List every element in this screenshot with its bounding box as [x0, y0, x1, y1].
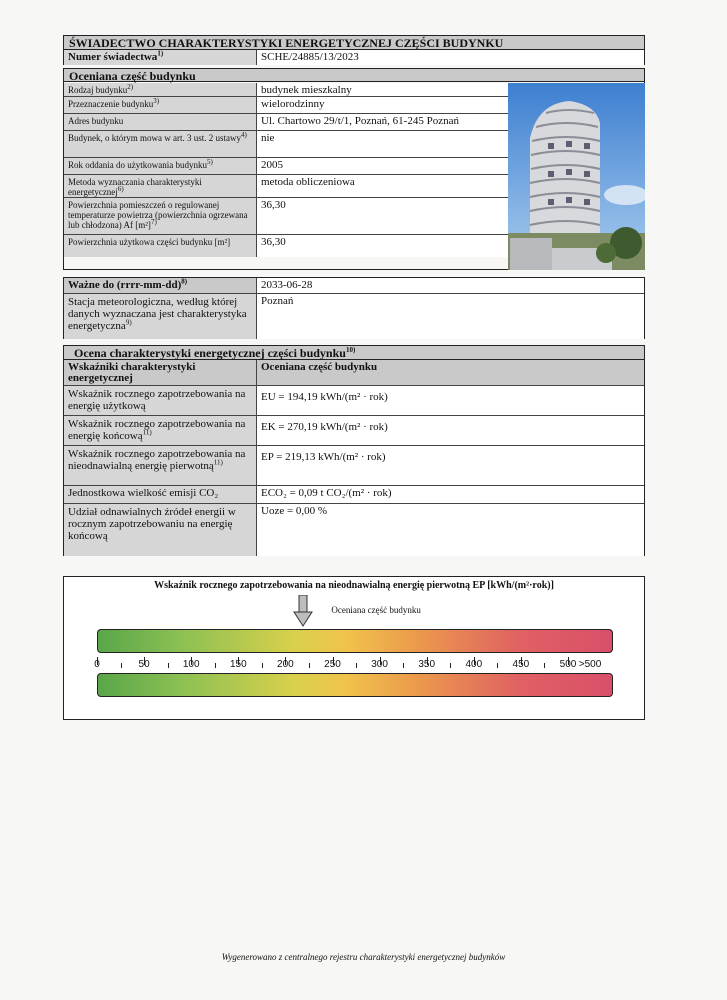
indicator-value: EK = 270,19 kWh/(m² · rok) — [257, 416, 644, 445]
ep-scale-title: Wskaźnik rocznego zapotrzebowania na nieodnawialną energię pierwotną EP [kWh/(m²·rok)] — [154, 580, 554, 591]
scale-tick-label: 200 — [277, 659, 294, 670]
footer-note: Wygenerowano z centralnego rejestru charakterystyki energetycznej budynków — [221, 952, 506, 962]
indicator-row — [64, 446, 644, 486]
scale-minor-tick — [309, 663, 310, 668]
indicator-value: EU = 194,19 kWh/(m² · rok) — [257, 386, 644, 415]
scale-minor-tick — [215, 663, 216, 668]
scale-minor-tick — [121, 663, 122, 668]
indicator-label: Wskaźnik rocznego zapotrzebowania na energię użytkową — [64, 386, 257, 415]
building-row-value: wielorodzinny — [257, 97, 508, 113]
building-row-label: Powierzchnia użytkowa części budynku [m²] — [64, 235, 257, 257]
scale-tick-label: 400 — [465, 659, 483, 670]
certificate-number-label: Numer świadectwa$^{1)}$ — [64, 50, 257, 65]
building-row-value: 36,30 — [257, 198, 508, 234]
ep-scale-section — [63, 576, 645, 720]
indicator-label: Wskaźnik rocznego zapotrzebowania na energię końcową$^{11)}$ — [64, 416, 257, 445]
scale-tick-label: 500 — [559, 659, 577, 670]
scale-tick-label: 450 — [512, 659, 530, 670]
ep-scale-bar-top — [97, 629, 613, 653]
renewable-share-label: Udział odnawialnych źródeł energii w rocznym zapotrzebowaniu na energię końcową — [64, 504, 257, 556]
renewable-share-value: Uoze = 0,00 % — [257, 504, 644, 556]
building-row-value: 2005 — [257, 158, 508, 174]
indicators-column-header: Wskaźniki charakterystyki energetycznej — [64, 360, 257, 385]
weather-station-value: Poznań — [257, 294, 644, 339]
certificate-title: ŚWIADECTWO CHARAKTERYSTYKI ENERGETYCZNEJ CZĘŚCI BUDYNKU — [64, 36, 644, 50]
valid-until-row — [64, 278, 644, 294]
scale-tick-label: 0 — [94, 659, 100, 670]
ep-marker-label: Oceniana część budynku — [331, 605, 421, 615]
building-row — [64, 235, 508, 257]
certificate-number-row — [64, 50, 644, 65]
valid-until-value: 2033-06-28 — [257, 278, 644, 293]
certificate-title-block — [63, 35, 645, 65]
ep-scale-bar-bottom — [97, 673, 613, 697]
building-row — [64, 198, 508, 235]
renewable-share-row — [64, 504, 644, 556]
indicator-row — [64, 386, 644, 416]
building-row — [64, 131, 508, 158]
scale-tick-label: 150 — [229, 659, 247, 670]
building-row-label: Rok oddania do użytkowania budynku$^{5)}$ — [64, 158, 257, 174]
scale-minor-tick — [544, 663, 545, 668]
building-row-value: nie — [257, 131, 508, 157]
scale-minor-tick — [450, 663, 451, 668]
building-row — [64, 97, 508, 114]
scale-minor-tick — [262, 663, 263, 668]
scale-minor-tick — [403, 663, 404, 668]
scale-tick-label: 300 — [371, 659, 388, 670]
scale-tick-label: 100 — [182, 659, 200, 670]
building-row-label: Adres budynku — [64, 114, 257, 130]
building-row-label: Przeznaczenie budynku$^{3)}$ — [64, 97, 257, 113]
co2-row — [64, 486, 644, 504]
scale-tick-label: 50 — [138, 659, 150, 670]
weather-station-row — [64, 294, 644, 339]
building-row-value: metoda obliczeniowa — [257, 175, 508, 197]
down-arrow-icon — [293, 595, 313, 627]
indicator-value: EP = 219,13 kWh/(m² · rok) — [257, 446, 644, 485]
building-row — [64, 114, 508, 131]
indicator-label: Wskaźnik rocznego zapotrzebowania na nieodnawialną energię pierwotną$^{11)}$ — [64, 446, 257, 485]
valid-until-label: Ważne do (rrrr-mm-dd)$^{8)}$ — [64, 278, 257, 293]
co2-value: ECO₂ = 0,09 t CO₂/(m² · rok) — [257, 486, 644, 503]
ep-marker — [293, 595, 313, 632]
building-row — [64, 83, 508, 97]
validity-section — [63, 277, 645, 339]
co2-label: Jednostkowa wielkość emisji CO₂ — [64, 486, 257, 503]
building-row-label: Powierzchnia pomieszczeń o regulowanej temperaturze powietrza (powierzchnia ogrzewana lub chłodzona) Af $[m^2]^{7)}$ — [64, 198, 257, 234]
scale-minor-tick — [356, 663, 357, 668]
scale-tick-label: 250 — [324, 659, 341, 670]
building-row-value: 36,30 — [257, 235, 508, 257]
building-tower-image — [508, 83, 645, 270]
indicator-row — [64, 416, 644, 446]
scale-minor-tick — [168, 663, 169, 668]
scale-tick-label: >500 — [578, 659, 602, 670]
assessed-part-column-header: Oceniana część budynku — [257, 360, 644, 385]
building-section — [63, 68, 645, 270]
building-row-value: Ul. Chartowo 29/t/1, Poznań, 61-245 Poznań — [257, 114, 508, 130]
building-row-label: Budynek, o którym mowa w art. 3 ust. 2 ustawy$^{4)}$ — [64, 131, 257, 157]
assessment-section — [63, 345, 645, 556]
building-row — [64, 175, 508, 198]
building-section-header: Oceniana część budynku — [64, 69, 644, 82]
scale-minor-tick — [497, 663, 498, 668]
assessment-header: Ocena charakterystyki energetycznej części budynku$^{10)}$ — [64, 346, 644, 360]
certificate-number-value: SCHE/24885/13/2023 — [257, 50, 644, 65]
building-photo — [508, 83, 645, 270]
assessment-column-headers — [64, 360, 644, 386]
building-row-value: budynek mieszkalny — [257, 83, 508, 96]
building-row-label: Metoda wyznaczania charakterystyki energetycznej$^{6)}$ — [64, 175, 257, 197]
building-row-label: Rodzaj budynku$^{2)}$ — [64, 83, 257, 96]
weather-station-label: Stacja meteorologiczna, według której danych wyznaczana jest charakterystyka energetyczna$^{9)}$ — [64, 294, 257, 339]
scale-tick-label: 350 — [418, 659, 436, 670]
building-row — [64, 158, 508, 175]
